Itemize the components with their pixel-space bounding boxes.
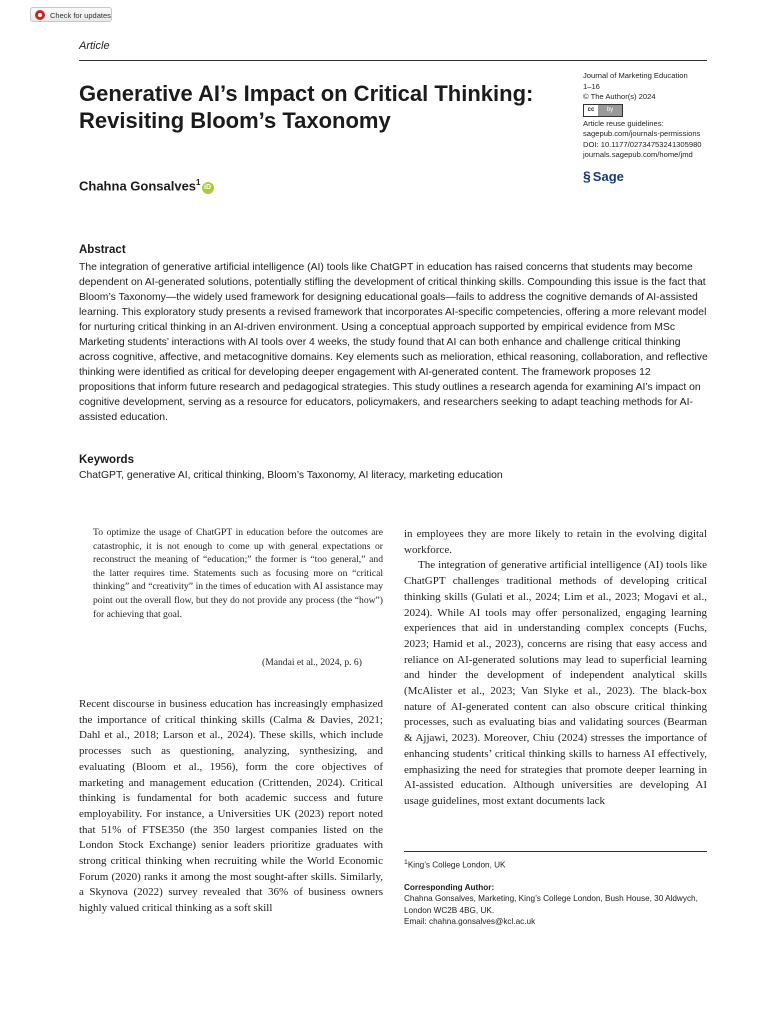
author-name: Chahna Gonsalves: [79, 178, 197, 194]
cc-label: cc: [584, 105, 598, 116]
article-title: Generative AI’s Impact on Critical Thinking: Revisiting Bloom’s Taxonomy: [79, 81, 534, 133]
doi-link[interactable]: DOI: 10.1177/02734753241305980: [583, 139, 702, 149]
abstract-text: The integration of generative artificial intelligence (AI) tools like ChatGPT in education has raised concerns that students may become dependent on AI-generated solutions, potentially stifling the development of critical thinking skills. Compounding this issue is the fact that Bloom’s Taxonomy—the widely used framework for designing educational goals—fails to address the cognitive demands of AI-assisted learning. This exploratory study presents a revised framework that incorporates AI-specific competencies, offering a more relevant model for nurturing critical thinking in an AI-driven environment. Using a conceptual approach supported by empirical evidence from MSc Marketing students’ interactions with AI tools over 4 weeks, the study found that AI can both enhance and challenge critical thinking across cognitive, affective, and metacognitive domains. Key elements such as melioration, ethical reasoning, collaboration, and reflective thinking were identified as critical for developing deeper engagement with AI-generated content. The framework proposes 12 propositions that inform future research and pedagogical strategies. This study outlines a research agenda for examining AI’s impact on cognitive development, serving as a resource for educators, policymakers, and researchers seeking to adapt teaching methods for AI-assisted education.: [79, 262, 708, 423]
journal-info: [583, 71, 723, 161]
corresponding-author-address: Chahna Gonsalves, Marketing, King’s College London, Bush House, 30 Aldwych, London WC2B 4BG, UK.: [404, 894, 698, 915]
copyright: © The Author(s) 2024: [583, 92, 656, 101]
publisher-name: Sage: [592, 169, 624, 184]
sage-logo-icon: §: [583, 168, 591, 184]
abstract-heading: Abstract: [79, 244, 126, 256]
journal-name: Journal of Marketing Education: [583, 71, 688, 80]
article-type-label: Article: [79, 40, 110, 52]
epigraph-quote: To optimize the usage of ChatGPT in education before the outcomes are catastrophic, it is not enough to come up with general expectations or reconstruct the meaning of “education;” the former is “too general,” and the latter requires time. Statements such as focusing more on “critical thinking” and “creativity” in the times of education with AI assistance may point out the overall flow, but they do not provide any process (the “how”) for achieving that goal.: [93, 527, 383, 620]
keywords-text: ChatGPT, generative AI, critical thinking, Bloom’s Taxonomy, AI literacy, marketing education: [79, 470, 503, 481]
body-paragraph: in employees they are more likely to retain in the evolving digital workforce.: [404, 528, 707, 556]
check-for-updates-label: Check for updates: [50, 11, 111, 20]
author-affiliation-sup: 1: [196, 178, 201, 187]
cc-by-license-icon[interactable]: [583, 104, 623, 117]
journal-homepage-link[interactable]: journals.sagepub.com/home/jmd: [583, 150, 693, 159]
journal-pages: 1–16: [583, 81, 600, 91]
epigraph-citation: (Mandai et al., 2024, p. 6): [262, 657, 362, 668]
affiliation-text: King’s College London, UK: [407, 860, 506, 870]
header-rule: [79, 60, 707, 61]
body-column-left: Recent discourse in business education has increasingly emphasized the importance of critical thinking skills (Calma & Davies, 2021; Dahl et al., 2018; Larson et al., 2024). These skills, which include processes such as questioning, analyzing, synthesizing, and evaluating (Bloom et al., 1956), form the core objectives of marketing and management education (Crittenden, 2024). Critical thinking is fundamental for both academic success and future employability. For instance, a Universities UK (2023) report noted that 51% of FTSE350 (the 350 largest companies listed on the London Stock Exchange) senior leaders prioritize graduates with strong critical thinking when recruiting while the World Economic Forum (2020) ranks it among the most sought-after skills. Similarly, a Skynova (2022) survey revealed that 36% of business owners highly valued critical thinking as a soft skill: [79, 698, 383, 915]
check-for-updates-badge[interactable]: [30, 7, 112, 22]
sage-logo: [583, 168, 624, 184]
crossmark-icon: [35, 10, 45, 20]
keywords-heading: Keywords: [79, 454, 134, 466]
author-line: [79, 178, 214, 194]
affiliation: [404, 857, 714, 871]
body-column-right: [404, 527, 707, 810]
reuse-guidelines-link[interactable]: sagepub.com/journals-permissions: [583, 129, 701, 138]
reuse-guidelines-label: Article reuse guidelines:: [583, 118, 664, 128]
orcid-icon[interactable]: iD: [202, 182, 214, 194]
affiliation-sup: 1: [404, 859, 408, 866]
corresponding-author-label: Corresponding Author:: [404, 883, 495, 893]
footnote: [404, 857, 714, 927]
footnote-rule: [404, 851, 707, 852]
corresponding-author-email[interactable]: Email: chahna.gonsalves@kcl.ac.uk: [404, 916, 536, 926]
by-label: by: [598, 105, 622, 116]
body-paragraph: The integration of generative artificial intelligence (AI) tools like ChatGPT challenges traditional methods of developing critical thinking skills (Gulati et al., 2024; Lim et al., 2023; Mogavi et al., 2024). While AI tools may offer personalized, engaging learning experiences that aid in understanding complex concepts (Fuchs, 2023; Hamid et al., 2023), concerns are rising that easy access and reliance on AI-generated solutions may lead to superficial learning and hinder the development of independent analytical skills (McAlister et al., 2023; Van Slyke et al., 2023). The black-box nature of AI-generated content can also obscure critical thinking processes, such as evaluating bias and validating sources (Bearman & Ajjawi, 2023). Moreover, Chiu (2024) stresses the importance of enhancing students’ critical thinking skills to harness AI effectively, emphasizing the need for strategies that promote deeper learning in AI-assisted education. Although universities are developing AI usage guidelines, most extant documents lack: [404, 559, 707, 807]
